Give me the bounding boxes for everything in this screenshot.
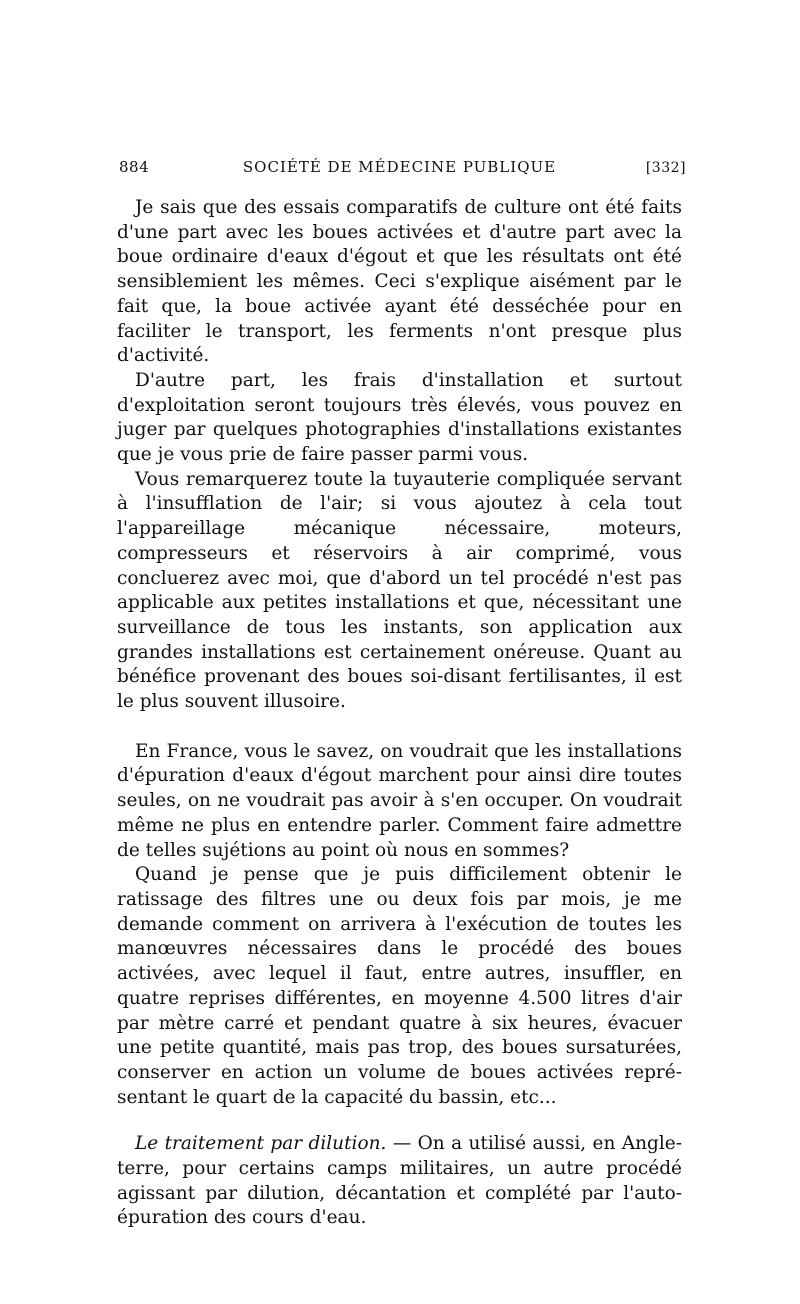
paragraph-3: Vous remarquerez toute la tuyauterie compliquée servant à l'insufflation de l'air; si vous ajoutez à cela tout l'appareillage mécanique nécessaire, moteurs, compresseurs et réservoirs à air comprimé, vous concluerez avec moi, que d'abord un tel procédé n'est pas applicable aux petites installations et que, nécessitant une surveillance de tous les instants, son application aux grandes installations est certainement onéreuse. Quant au bénéfice provenant des boues soi-disant fertilisantes, il est le plus souvent illusoire. (117, 468, 682, 713)
paragraph-4: En France, vous le savez, on voudrait que les installations d'épuration d'eaux d'égout marchent pour ainsi dire toutes seules, on ne voudrait pas avoir à s'en occuper. On voudrait même ne plus en entendre parler. Comment faire admettre de telles sujétions au point où nous en sommes? (117, 740, 682, 861)
paragraph-1: Je sais que des essais comparatifs de culture ont été faits d'une part avec les boues activées et d'autre part avec la boue ordinaire d'eaux d'égout et que les résultats ont été sensiblemient les mêmes. Ceci s'explique aisément par le fait que, la boue activée ayant été desséchée pour en faciliter le transport, les ferments n'ont presque plus d'activité. (117, 197, 682, 367)
running-title: SOCIÉTÉ DE MÉDECINE PUBLIQUE (242, 158, 557, 176)
bracket-reference: [332] (645, 160, 686, 176)
book-page (117, 158, 686, 1231)
page-number: 884 (119, 158, 150, 176)
paragraph-2: D'autre part, les frais d'installation et surtout d'exploitation seront toujours très élevés, vous pouvez en juger par quelques photographies d'installations existantes que je vous prie de faire passer parmi vous. (117, 369, 682, 466)
paragraph-6-text: — On a utilisé aussi, en Angleterre, pour certains camps militaires, un autre procédé agissant par dilution, décantation et complété par l'auto-épuration des cours d'eau. (117, 1133, 682, 1229)
paragraph-5: Quand je pense que je puis difficilement obtenir le ratissage des filtres une ou deux fois par mois, je me demande comment on arrivera à l'exécution de toutes les manœuvres nécessaires dans le procédé des boues activées, avec lequel il faut, entre autres, insuffler, en quatre reprises différentes, en moyenne 4.500 litres d'air par mètre carré et pendant quatre à six heures, évacuer une petite quantité, mais pas trop, des boues sursaturées, conserver en action un volume de boues activées représentant le quart de la capacité du bassin, etc... (117, 864, 682, 1108)
page-body (117, 196, 682, 1231)
page-header (117, 158, 686, 182)
section-heading-italic: Le traitement par dilution. (135, 1133, 387, 1155)
paragraph-6 (117, 1132, 682, 1231)
